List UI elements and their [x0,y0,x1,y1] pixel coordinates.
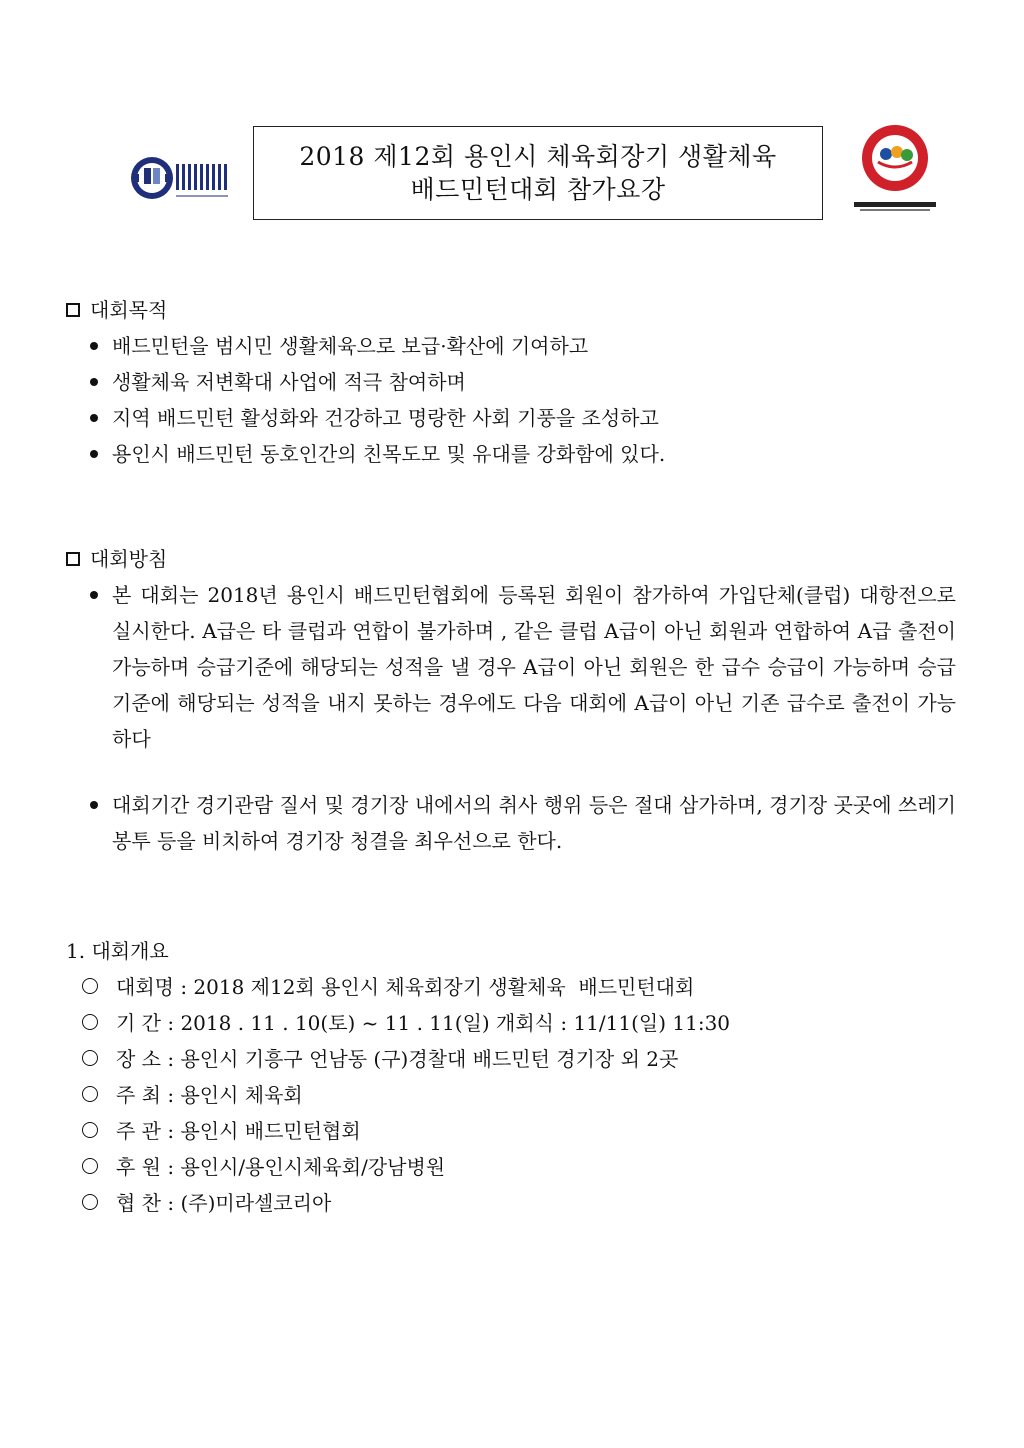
purpose-list [66,328,956,472]
overview-item-period: 기 간 : 2018 . 11 . 10(토) ~ 11 . 11(일) 개회식 : 11/11(일) 11:30 [66,1005,956,1041]
square-bullet-icon [66,303,80,317]
section-purpose [66,292,956,472]
section-purpose-heading [66,292,956,328]
overview-item-organizer: 주 관 : 용인시 배드민턴협회 [66,1113,956,1149]
yongin-badminton-federation-logo [850,122,940,214]
section-policy-heading [66,541,956,577]
yongin-sports-council-logo [130,148,235,218]
title-line-1: 2018 제12회 용인시 체육회장기 생활체육 [299,142,777,171]
list-item: 용인시 배드민턴 동호인간의 친목도모 및 유대를 강화함에 있다. [66,436,956,472]
yongin-badminton-federation-logo-icon [850,122,940,214]
overview-item-sponsor: 후 원 : 용인시/용인시체육회/강남병원 [66,1149,956,1185]
list-item: 생활체육 저변확대 사업에 적극 참여하며 [66,364,956,400]
section-overview-heading: 1. 대회개요 [66,939,169,963]
overview-item-name: 대회명 : 2018 제12회 용인시 체육회장기 생활체육 배드민턴대회 [66,969,956,1005]
section-overview [66,933,956,1221]
policy-list [66,577,956,859]
overview-item-venue: 장 소 : 용인시 기흥구 언남동 (구)경찰대 배드민턴 경기장 외 2곳 [66,1041,956,1077]
section-heading-label: 대회방침 [90,547,168,571]
list-item: 대회기간 경기관람 질서 및 경기장 내에서의 취사 행위 등은 절대 삼가하며, 경기장 곳곳에 쓰레기봉투 등을 비치하여 경기장 청결을 최우선으로 한다. [66,787,956,859]
section-heading-label: 대회목적 [90,298,168,322]
list-item: 배드민턴을 범시민 생활체육으로 보급·확산에 기여하고 [66,328,956,364]
overview-item-cosponsor: 협 찬 : (주)미라셀코리아 [66,1185,956,1221]
title-line-2: 배드민턴대회 참가요강 [410,175,666,204]
overview-list [66,969,956,1221]
overview-item-host: 주 최 : 용인시 체육회 [66,1077,956,1113]
council-name-mark [176,164,227,190]
list-item: 본 대회는 2018년 용인시 배드민턴협회에 등록된 회원이 참가하여 가입단체(클럽) 대항전으로 실시한다. A급은 타 클럽과 연합이 불가하며 , 같은 클럽 A급이 아닌 회원과 연합하여 A급 출전이 가능하며 승급기준에 해당되는 성적을 낼 경우 A급이 아닌 회원은 한 급수 승급이 가능하며 승급기준에 해당되는 성적을 내지 못하는 경우에도 다음 대회에 A급이 아닌 기존 급수로 출전이 가능하다 [66,577,956,757]
section-policy [66,541,956,859]
square-bullet-icon [66,552,80,566]
document-title [253,126,823,220]
yongin-sports-council-logo-icon [130,148,235,218]
list-item: 지역 배드민턴 활성화와 건강하고 명랑한 사회 기풍을 조성하고 [66,400,956,436]
